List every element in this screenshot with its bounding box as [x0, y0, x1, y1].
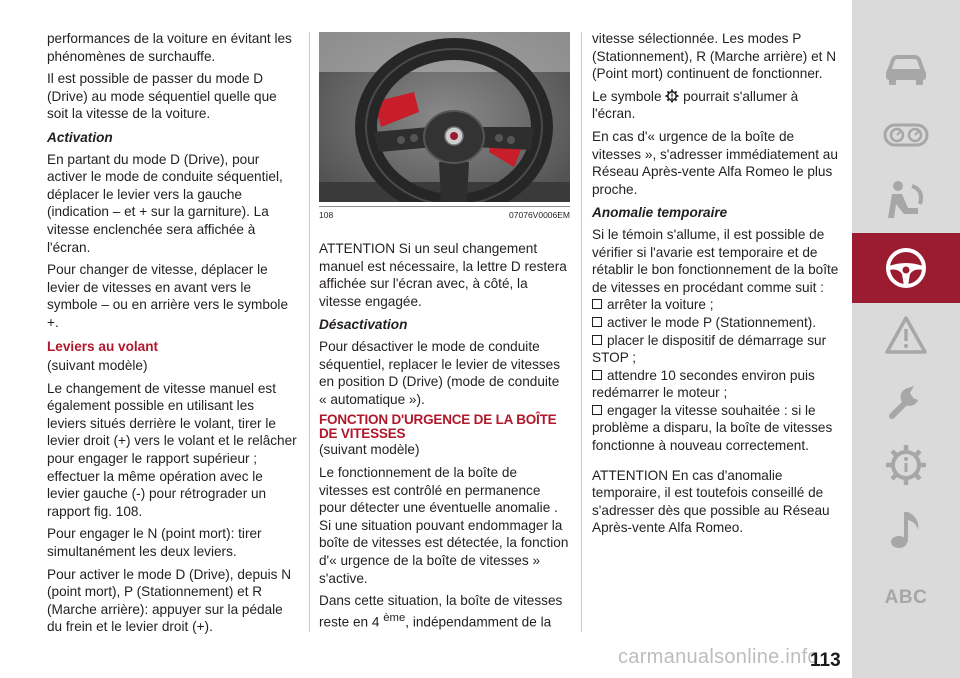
paragraph: Le fonctionnement de la boîte de vitesses est contrôlé en permanence pour détecter une éventuelle anomalie . Si une situation pouvant endommager la boîte de vitesses est détectée, la fonction d'« urgence de la boîte de vitesses » s'active.	[319, 464, 569, 586]
heading-desactivation: Désactivation	[319, 317, 408, 333]
gear-warning-icon	[665, 89, 679, 103]
car-icon	[883, 53, 929, 87]
figure-code: 07076V0006EM	[509, 210, 570, 220]
checkbox-bullet-icon	[592, 317, 602, 327]
checkbox-bullet-icon	[592, 335, 602, 345]
music-note-icon	[886, 508, 926, 552]
text-span: Dans cette situation, la boîte de vitesses reste en 4	[319, 593, 563, 630]
figure-number: 108	[319, 210, 334, 220]
steering-wheel-figure	[319, 32, 570, 202]
steering-wheel-icon	[884, 246, 928, 290]
sidebar-item-car[interactable]	[852, 35, 960, 105]
list-item-text: placer le dispositif de démarrage sur STOP ;	[592, 332, 827, 366]
chapter-sidebar	[852, 0, 960, 678]
text-span: pourrait s'allumer à l'écran.	[592, 88, 799, 122]
heading-anomalie: Anomalie temporaire	[592, 205, 728, 221]
superscript: ème	[383, 611, 406, 624]
heading-leviers: Leviers au volant	[47, 338, 159, 354]
list-item-text: arrêter la voiture ;	[607, 297, 714, 313]
heading-fonction-urgence: FONCTION D'URGENCE DE LA BOÎTE DE VITESSES	[319, 412, 557, 442]
heading-activation: Activation	[47, 129, 113, 145]
paragraph: vitesse sélectionnée. Les modes P (Stationnement), R (Marche arrière) et N (Point mort) continuent de fonctionner.	[592, 31, 837, 82]
sidebar-item-index[interactable]	[852, 563, 960, 633]
list-item	[592, 332, 842, 367]
wrench-icon	[884, 378, 928, 422]
list-item	[592, 314, 842, 332]
paragraph: (suivant modèle)	[47, 358, 148, 374]
paragraph: Pour engager le N (point mort): tirer simultanément les deux leviers.	[47, 526, 262, 560]
paragraph	[319, 592, 569, 631]
paragraph	[592, 88, 842, 123]
column-right	[592, 30, 842, 542]
paragraph: En partant du mode D (Drive), pour activer le mode de conduite séquentiel, déplacer le levier vers la gauche (indication – et + sur la garniture). La vitesse enclenchée sera affichée à l'écran.	[47, 151, 283, 255]
checkbox-bullet-icon	[592, 299, 602, 309]
paragraph: Pour désactiver le mode de conduite séquentiel, replacer le levier de vitesses en position D (Drive) (mode de conduite « automatique »).	[319, 338, 561, 407]
info-gear-icon	[884, 443, 928, 487]
paragraph: Pour activer le mode D (Drive), depuis N (point mort), P (Stationnement) et R (Marche arrière): appuyer sur la pédale du frein et le levier droit (+).	[47, 566, 292, 635]
checkbox-bullet-icon	[592, 405, 602, 415]
list-item	[592, 296, 842, 314]
seat-safety-icon	[884, 178, 928, 222]
sidebar-item-maintenance[interactable]	[852, 365, 960, 435]
abc-label: ABC	[884, 587, 928, 608]
list-item-text: attendre 10 secondes environ puis redémarrer le moteur ;	[592, 367, 815, 401]
figure-caption	[319, 206, 570, 224]
warning-triangle-icon	[884, 315, 928, 355]
paragraph: performances de la voiture en évitant les phénomènes de surchauffe.	[47, 31, 292, 64]
column-left	[47, 30, 297, 641]
text-span: , indépendamment de la	[405, 614, 552, 630]
sidebar-item-safety[interactable]	[852, 165, 960, 235]
list-item-text: engager la vitesse souhaitée : si le problème a disparu, la boîte de vitesses fonctionne à nouveau correctement.	[592, 402, 833, 454]
text-span: Le symbole	[592, 88, 662, 104]
steering-wheel-illustration	[319, 32, 570, 202]
column-divider	[581, 32, 582, 632]
list-item	[592, 402, 842, 455]
paragraph: ATTENTION En cas d'anomalie temporaire, il est toutefois conseillé de s'adresser dès que possible au Réseau Après-vente Alfa Romeo.	[592, 467, 830, 536]
paragraph: Pour changer de vitesse, déplacer le levier de vitesses en avant vers le symbole – ou en arrière vers le symbole +.	[47, 262, 289, 330]
sidebar-item-steering[interactable]	[852, 233, 960, 303]
dashboard-icon	[883, 121, 929, 149]
list-item-text: activer le mode P (Stationnement).	[607, 314, 817, 330]
column-middle	[319, 240, 569, 636]
sidebar-item-dashboard[interactable]	[852, 100, 960, 170]
bullet-list	[592, 296, 842, 454]
paragraph: (suivant modèle)	[319, 442, 420, 458]
sidebar-item-technical[interactable]	[852, 430, 960, 500]
paragraph: Si le témoin s'allume, il est possible de vérifier si l'avarie est temporaire et de rétablir le bon fonctionnement de la boîte de vitesses en procédant comme suit :	[592, 226, 839, 295]
checkbox-bullet-icon	[592, 370, 602, 380]
sidebar-item-multimedia[interactable]	[852, 495, 960, 565]
paragraph: ATTENTION Si un seul changement manuel est nécessaire, la lettre D restera affichée sur l'écran avec, à côté, la vitesse engagée.	[319, 241, 567, 309]
paragraph: En cas d'« urgence de la boîte de vitesses », s'adresser immédiatement au Réseau Après-vente Alfa Romeo le plus proche.	[592, 128, 838, 197]
watermark: carmanualsonline.info	[618, 646, 819, 668]
column-divider	[309, 32, 310, 632]
list-item	[592, 367, 842, 402]
page-number: 113	[810, 650, 841, 671]
paragraph: Il est possible de passer du mode D (Drive) au mode séquentiel quelle que soit la vitesse de la voiture.	[47, 71, 277, 122]
sidebar-item-warning[interactable]	[852, 300, 960, 370]
paragraph: Le changement de vitesse manuel est également possible en utilisant les leviers situés derrière le volant, tirer le levier droit (+) vers le volant et le relâcher pour engager le rapport supérieur ; effectuer la même opération avec le levier gauche (-) pour rétrograder un rapport fig. 108.	[47, 380, 297, 519]
